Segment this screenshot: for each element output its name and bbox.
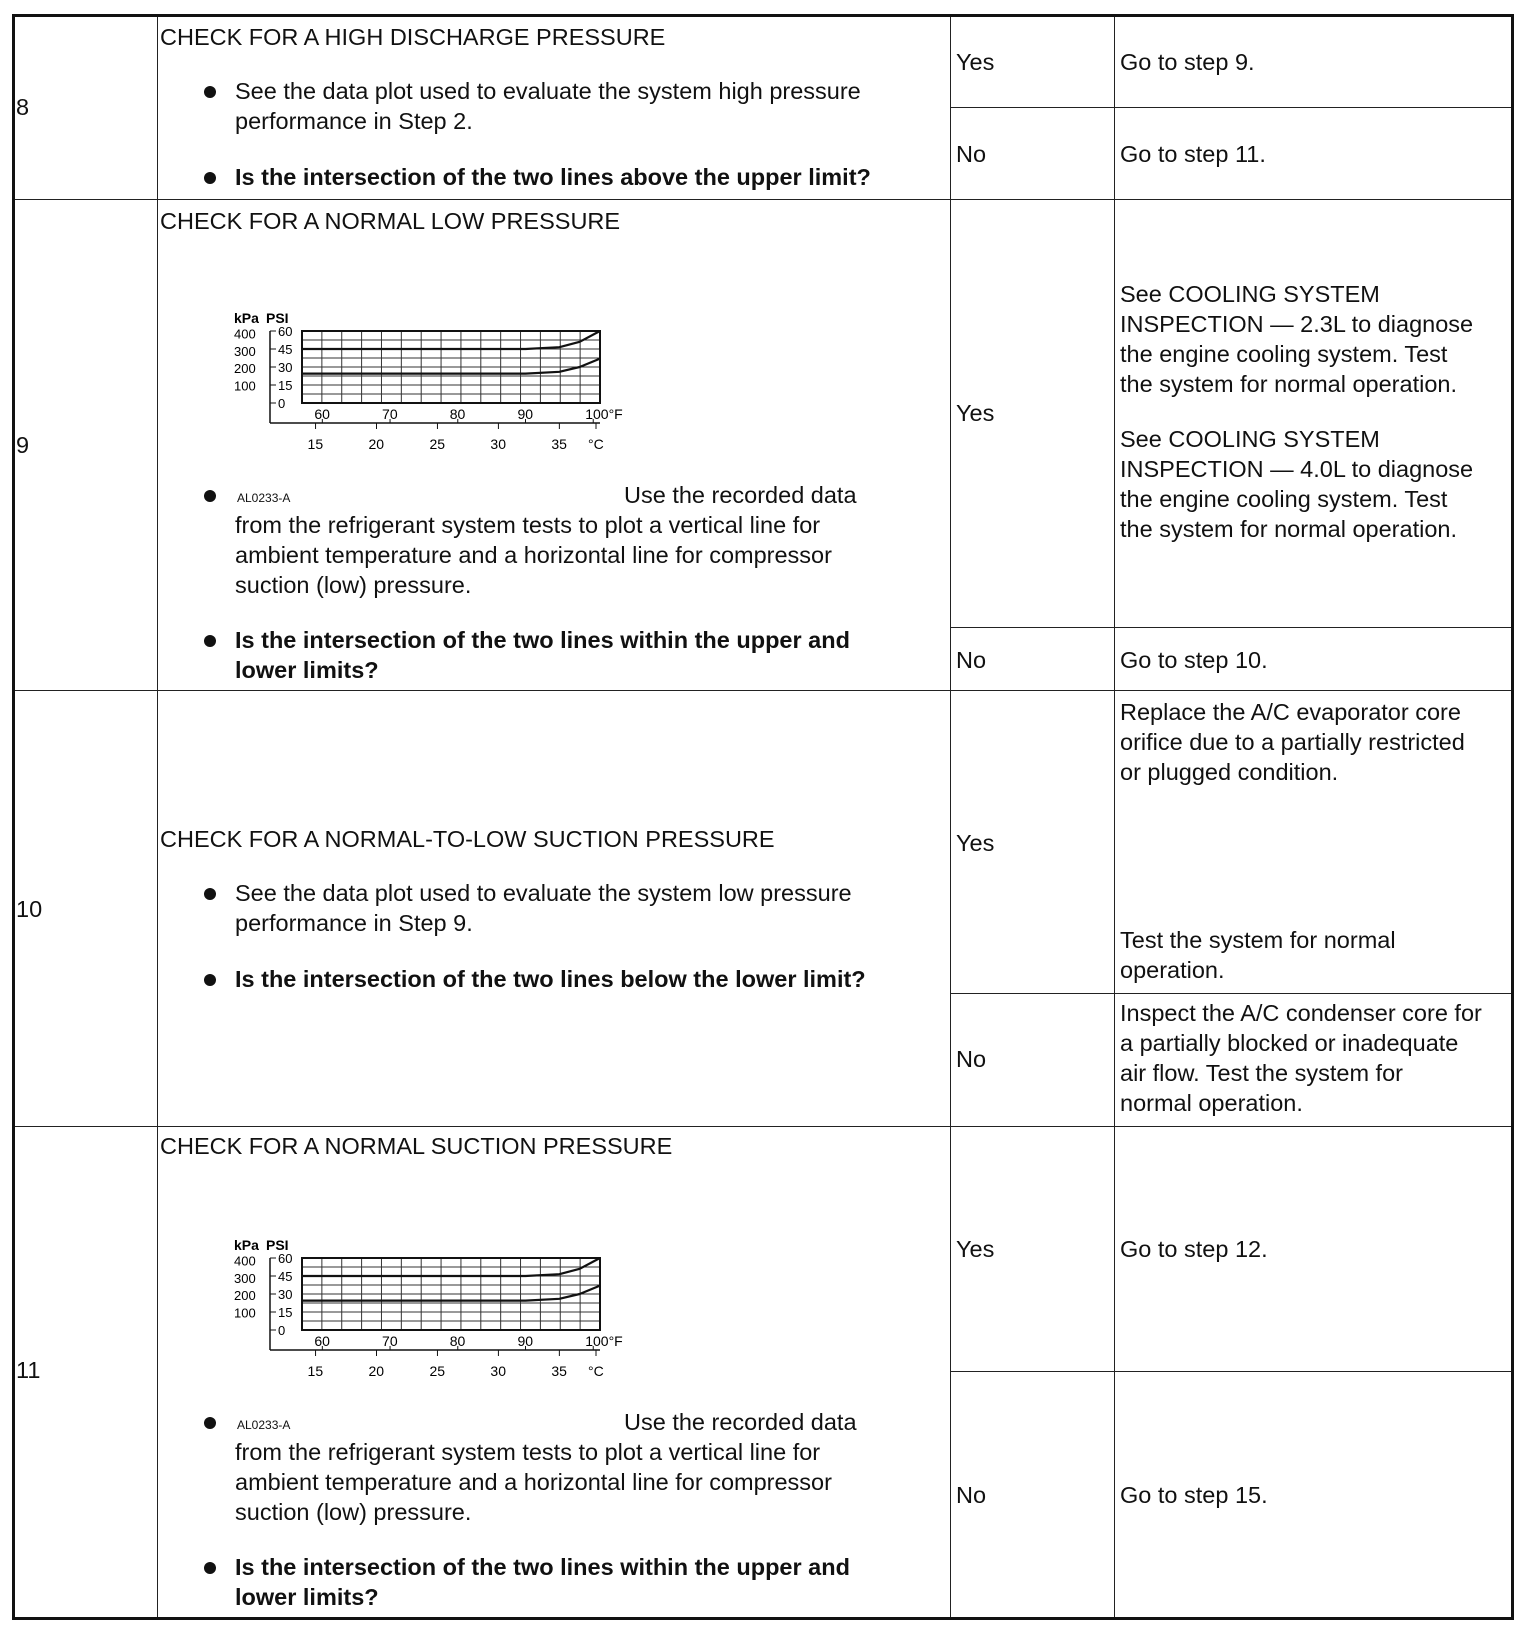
yes-label: Yes: [956, 830, 995, 856]
figure-id: AL0233-A: [237, 1418, 291, 1432]
step-title: CHECK FOR A NORMAL LOW PRESSURE: [160, 208, 621, 234]
pressure-chart-svg: [234, 1232, 623, 1402]
bullet-text: from the refrigerant system tests to plot a vertical line for: [235, 1439, 821, 1465]
psi-unit-label: PSI: [266, 310, 289, 326]
c-tick-label: 30: [490, 436, 506, 452]
psi-tick-label: 60: [278, 324, 293, 339]
f-tick-label: 100°F: [585, 1333, 623, 1349]
question-text: Is the intersection of the two lines within the upper and: [235, 1554, 850, 1580]
yes-action: Test the system for normal: [1120, 927, 1396, 953]
yes-action: See COOLING SYSTEM: [1120, 281, 1380, 307]
bullet-text: from the refrigerant system tests to plot a vertical line for: [235, 512, 821, 538]
bullet-text: Use the recorded data: [624, 482, 857, 508]
psi-tick-label: 60: [278, 1251, 293, 1266]
limit-curve: [302, 1286, 600, 1301]
no-label: No: [956, 1482, 987, 1508]
f-tick-label: 80: [449, 1333, 466, 1349]
bullet-text: ambient temperature and a horizontal line for compressor: [235, 1469, 832, 1495]
bullet-text: ambient temperature and a horizontal line for compressor: [235, 542, 832, 568]
kpa-tick-label: 300: [234, 343, 256, 359]
bullet-text: suction (low) pressure.: [235, 572, 472, 598]
f-tick-label: 90: [517, 406, 534, 422]
f-tick-label: 100°F: [585, 406, 623, 422]
step-title: CHECK FOR A HIGH DISCHARGE PRESSURE: [160, 24, 666, 50]
kpa-tick-label: 100: [234, 378, 256, 394]
yes-label: Yes: [956, 400, 995, 426]
yes-action: INSPECTION — 4.0L to diagnose: [1120, 456, 1474, 482]
psi-tick-label: 15: [278, 378, 293, 393]
yes-action: Replace the A/C evaporator core: [1120, 699, 1461, 725]
col-divider: [157, 17, 158, 1617]
no-action: normal operation.: [1120, 1090, 1303, 1116]
pressure-chart: [234, 1232, 623, 1402]
no-action: air flow. Test the system for: [1120, 1060, 1403, 1086]
pressure-chart: [234, 305, 623, 475]
psi-tick-label: 0: [278, 396, 286, 411]
no-action: a partially blocked or inadequate: [1120, 1030, 1459, 1056]
yes-action: INSPECTION — 2.3L to diagnose: [1120, 311, 1474, 337]
col-divider: [950, 17, 951, 1617]
yes-action: or plugged condition.: [1120, 759, 1339, 785]
f-tick-label: 90: [517, 1333, 534, 1349]
psi-tick-label: 30: [278, 1287, 293, 1302]
bullet: [204, 172, 216, 184]
kpa-tick-label: 400: [234, 1253, 256, 1269]
psi-tick-label: 15: [278, 1305, 293, 1320]
no-action: Go to step 15.: [1120, 1482, 1268, 1508]
limit-curve: [302, 359, 600, 374]
c-tick-label: °C: [588, 436, 604, 452]
yes-no-divider: [950, 107, 1511, 108]
yes-label: Yes: [956, 49, 995, 75]
yes-action: Go to step 12.: [1120, 1236, 1268, 1262]
bullet: [204, 888, 216, 900]
row-divider: [15, 199, 1511, 200]
f-tick-label: 60: [314, 406, 330, 422]
psi-tick-label: 45: [278, 342, 293, 357]
step-number: 8: [16, 94, 30, 120]
bullet-text: Use the recorded data: [624, 1409, 857, 1435]
c-tick-label: 15: [307, 436, 324, 452]
c-tick-label: 35: [551, 1363, 567, 1379]
pressure-chart-svg: [234, 305, 623, 475]
kpa-unit-label: kPa: [234, 310, 259, 326]
bullet: [204, 1562, 216, 1574]
c-tick-label: 20: [368, 1363, 385, 1379]
bullet: [204, 635, 216, 647]
bullet: [204, 86, 216, 98]
no-action: Go to step 10.: [1120, 647, 1268, 673]
kpa-tick-label: 200: [234, 1288, 256, 1304]
bullet: [204, 490, 216, 502]
no-action: Go to step 11.: [1120, 141, 1266, 167]
yes-no-divider: [950, 627, 1511, 628]
c-tick-label: 25: [429, 436, 446, 452]
row-divider: [15, 690, 1511, 691]
no-label: No: [956, 141, 987, 167]
kpa-tick-label: 200: [234, 361, 256, 377]
c-tick-label: 35: [551, 436, 567, 452]
bullet-text: performance in Step 2.: [235, 108, 473, 134]
f-tick-label: 70: [382, 406, 398, 422]
yes-action: See COOLING SYSTEM: [1120, 426, 1380, 452]
yes-no-divider: [950, 1371, 1511, 1372]
yes-action: operation.: [1120, 957, 1225, 983]
psi-tick-label: 0: [278, 1323, 286, 1338]
yes-action: Go to step 9.: [1120, 49, 1255, 75]
f-tick-label: 80: [449, 406, 466, 422]
yes-action: the engine cooling system. Test: [1120, 486, 1448, 512]
c-tick-label: 15: [307, 1363, 324, 1379]
question-text: Is the intersection of the two lines above the upper limit?: [235, 164, 871, 190]
step-title: CHECK FOR A NORMAL-TO-LOW SUCTION PRESSURE: [160, 826, 775, 852]
bullet-text: See the data plot used to evaluate the system high pressure: [235, 78, 861, 104]
no-label: No: [956, 1046, 987, 1072]
bullet: [204, 1417, 216, 1429]
kpa-unit-label: kPa: [234, 1237, 259, 1253]
f-tick-label: 60: [314, 1333, 330, 1349]
no-action: Inspect the A/C condenser core for: [1120, 1000, 1482, 1026]
question-text: Is the intersection of the two lines within the upper and: [235, 627, 850, 653]
col-divider: [1114, 17, 1115, 1617]
no-label: No: [956, 647, 987, 673]
bullet-text: See the data plot used to evaluate the system low pressure: [235, 880, 852, 906]
step-number: 10: [16, 896, 43, 922]
step-number: 11: [16, 1357, 41, 1383]
c-tick-label: 20: [368, 436, 385, 452]
psi-tick-label: 30: [278, 360, 293, 375]
yes-action: the system for normal operation.: [1120, 516, 1457, 542]
question-text: lower limits?: [235, 657, 379, 683]
c-tick-label: °C: [588, 1363, 604, 1379]
yes-label: Yes: [956, 1236, 995, 1262]
kpa-tick-label: 400: [234, 326, 256, 342]
row-divider: [15, 1126, 1511, 1127]
bullet-text: performance in Step 9.: [235, 910, 473, 936]
step-title: CHECK FOR A NORMAL SUCTION PRESSURE: [160, 1133, 673, 1159]
bullet-text: suction (low) pressure.: [235, 1499, 472, 1525]
psi-unit-label: PSI: [266, 1237, 289, 1253]
question-text: Is the intersection of the two lines below the lower limit?: [235, 966, 866, 992]
kpa-tick-label: 300: [234, 1270, 256, 1286]
yes-action: orifice due to a partially restricted: [1120, 729, 1465, 755]
kpa-tick-label: 100: [234, 1305, 256, 1321]
c-tick-label: 30: [490, 1363, 506, 1379]
question-text: lower limits?: [235, 1584, 379, 1610]
psi-tick-label: 45: [278, 1269, 293, 1284]
yes-action: the system for normal operation.: [1120, 371, 1457, 397]
yes-action: the engine cooling system. Test: [1120, 341, 1448, 367]
f-tick-label: 70: [382, 1333, 398, 1349]
step-number: 9: [16, 432, 30, 458]
yes-no-divider: [950, 993, 1511, 994]
c-tick-label: 25: [429, 1363, 446, 1379]
figure-id: AL0233-A: [237, 491, 291, 505]
bullet: [204, 974, 216, 986]
